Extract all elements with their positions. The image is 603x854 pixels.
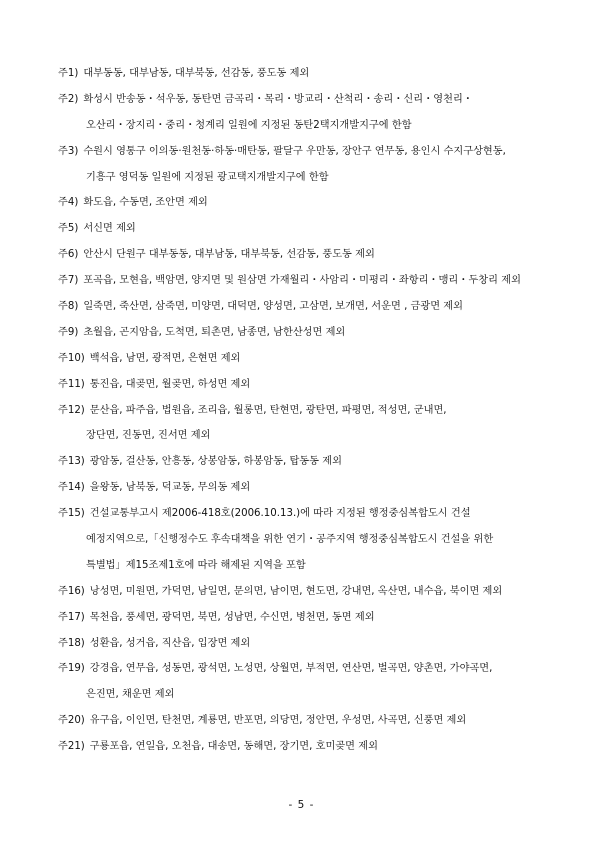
footnote-text: 문산읍, 파주읍, 법원읍, 조리읍, 월롱면, 탄현면, 광탄면, 파평면, 적성면, 군내면, <box>89 404 447 416</box>
footnote-text: 수원시 영통구 이의동·원천동·하동·매탄동, 팔달구 우만동, 장안구 연무동, 용인시 수지구상현동, <box>83 145 506 157</box>
footnote-item <box>58 377 578 392</box>
footnote-line <box>58 403 578 418</box>
footnote-label: 주1) <box>58 68 79 79</box>
footnote-line <box>58 377 578 392</box>
footnote-label: 주6) <box>58 249 79 261</box>
footnote-label: 주2) <box>58 93 79 105</box>
footnote-line <box>58 687 578 702</box>
footnote-item <box>58 144 578 185</box>
footnote-line <box>58 118 578 133</box>
footnote-label: 주15) <box>58 508 85 520</box>
footnote-line <box>58 480 578 495</box>
page-number: - 5 - <box>288 799 315 811</box>
footnote-item <box>58 636 578 651</box>
footnote-line <box>58 325 578 340</box>
footnote-text: 대부동동, 대부남동, 대부북동, 선감동, 풍도동 제외 <box>83 68 310 79</box>
footnote-text: 화성시 반송동・석우동, 동탄면 금곡리・목리・방교리・산척리・송리・신리・영천리・ <box>83 93 473 105</box>
footnote-line <box>58 739 578 754</box>
footnote-label: 주12) <box>58 404 85 416</box>
footnote-text: 백석읍, 남면, 광적면, 은현면 제외 <box>89 352 241 364</box>
footnote-item <box>58 661 578 702</box>
footnote-item <box>58 713 578 728</box>
footnote-label: 주16) <box>58 585 85 597</box>
footnote-label: 주18) <box>58 637 85 649</box>
footnote-line <box>58 610 578 625</box>
footnote-text: 낭성면, 미원면, 가덕면, 남일면, 문의면, 남이면, 현도면, 강내면, 옥산면, 내수읍, 북이면 제외 <box>89 585 503 597</box>
footnote-text: 기흥구 영덕동 일원에 지정된 광교택지개발지구에 한함 <box>86 171 329 183</box>
footnote-text: 은진면, 채운면 제외 <box>86 689 175 701</box>
footnote-label: 주19) <box>58 663 85 675</box>
footnote-item <box>58 247 578 262</box>
footnote-line <box>58 299 578 314</box>
footnote-text: 강경읍, 연무읍, 성동면, 광석면, 노성면, 상월면, 부적면, 연산면, 벌곡면, 양촌면, 가야곡면, <box>89 663 493 675</box>
footnote-text: 장단면, 진동면, 진서면 제외 <box>86 430 211 442</box>
footnote-text: 예정지역으로,「신행정수도 후속대책을 위한 연기・공주지역 행정중심복합도시 건설을 위한 <box>86 534 494 546</box>
footnote-line <box>58 273 578 288</box>
footnote-text: 특별법」제15조제1호에 따라 해제된 지역을 포함 <box>86 559 306 571</box>
footnote-line <box>58 195 578 210</box>
footnote-line <box>58 661 578 676</box>
footnote-text: 안산시 단원구 대부동동, 대부남동, 대부북동, 선감동, 풍도동 제외 <box>83 249 375 261</box>
footnote-line <box>58 584 578 599</box>
footnote-text: 목천읍, 풍세면, 광덕면, 북면, 성남면, 수신면, 병천면, 동면 제외 <box>89 611 375 623</box>
footnote-line <box>58 221 578 236</box>
footnote-line <box>58 247 578 262</box>
footnote-item <box>58 299 578 314</box>
footnote-line <box>58 144 578 159</box>
footnote-line <box>58 532 578 547</box>
footnote-item <box>58 195 578 210</box>
footnote-item <box>58 66 578 81</box>
footnote-item <box>58 480 578 495</box>
footnote-item <box>58 454 578 469</box>
footnote-label: 주3) <box>58 145 79 157</box>
footnote-item <box>58 351 578 366</box>
footnote-label: 주5) <box>58 223 79 235</box>
footnote-item <box>58 273 578 288</box>
footnote-line <box>58 558 578 573</box>
footnote-line <box>58 92 578 107</box>
footnote-label: 주14) <box>58 482 85 494</box>
footnote-item <box>58 221 578 236</box>
footnote-line <box>58 428 578 443</box>
footnote-text: 광암동, 걸산동, 안흥동, 상봉암동, 하봉암동, 탑동동 제외 <box>89 456 342 468</box>
footnote-label: 주9) <box>58 326 79 338</box>
footnote-item <box>58 506 578 573</box>
footnote-line <box>58 454 578 469</box>
footnote-label: 주20) <box>58 715 85 727</box>
footnote-item <box>58 92 578 133</box>
footnote-label: 주10) <box>58 352 85 364</box>
footnote-text: 구룡포읍, 연일읍, 오천읍, 대송면, 동해면, 장기면, 호미곶면 제외 <box>89 741 378 753</box>
footnote-text: 포곡읍, 모현읍, 백암면, 양지면 및 원삼면 가재월리・사암리・미평리・좌항리・맹리・두창리 제외 <box>83 275 521 287</box>
footnote-line <box>58 506 578 521</box>
footnote-text: 유구읍, 이인면, 탄천면, 계룡면, 반포면, 의당면, 정안면, 우성면, 사곡면, 신풍면 제외 <box>89 715 467 727</box>
footnote-line <box>58 636 578 651</box>
footnote-line <box>58 351 578 366</box>
footnote-text: 오산리・장지리・중리・청계리 일원에 지정된 동탄2택지개발지구에 한함 <box>86 119 412 131</box>
footnote-text: 건설교통부고시 제2006-418호(2006.10.13.)에 따라 지정된 행정중심복합도시 건설 <box>89 508 471 520</box>
footnote-label: 주7) <box>58 275 79 287</box>
footnote-item <box>58 739 578 754</box>
footnote-text: 통진읍, 대곶면, 월곶면, 하성면 제외 <box>89 378 251 390</box>
footnote-text: 초월읍, 곤지암읍, 도척면, 퇴촌면, 남종면, 남한산성면 제외 <box>83 326 346 338</box>
footnote-label: 주11) <box>58 378 85 390</box>
footnote-line <box>58 713 578 728</box>
footnote-label: 주4) <box>58 197 79 209</box>
footnote-line <box>58 66 578 81</box>
footnote-text: 일죽면, 죽산면, 삼죽면, 미양면, 대덕면, 양성면, 고삼면, 보개면, 서운면 , 금광면 제외 <box>83 301 463 313</box>
footnote-text: 을왕동, 남북동, 덕교동, 무의동 제외 <box>89 482 251 494</box>
footnote-text: 화도읍, 수동면, 조안면 제외 <box>83 197 208 209</box>
footnote-label: 주13) <box>58 456 85 468</box>
footnote-item <box>58 610 578 625</box>
footnote-item <box>58 403 578 444</box>
footnote-item <box>58 584 578 599</box>
footnote-label: 주17) <box>58 611 85 623</box>
footnote-item <box>58 325 578 340</box>
footnote-label: 주8) <box>58 301 79 313</box>
footnote-text: 성환읍, 성거읍, 직산읍, 입장면 제외 <box>89 637 251 649</box>
footnote-label: 주21) <box>58 741 85 753</box>
footnote-line <box>58 170 578 185</box>
footnote-text: 서신면 제외 <box>83 223 136 235</box>
footnote-list <box>58 66 578 754</box>
